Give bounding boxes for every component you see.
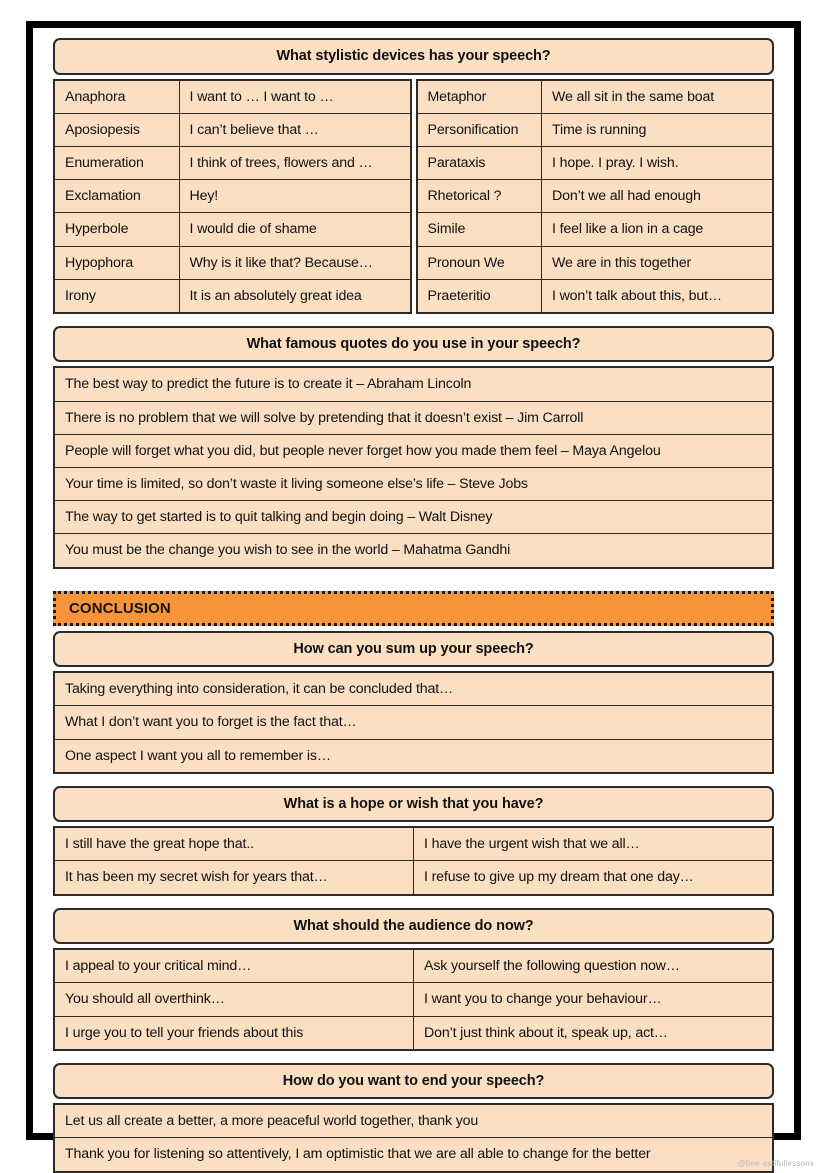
table-row[interactable] — [54, 80, 411, 114]
table-row[interactable] — [54, 1016, 773, 1050]
device-name: Simile — [417, 213, 542, 246]
stylistic-devices-right-table — [416, 79, 775, 314]
table-row[interactable] — [54, 468, 773, 501]
table-row[interactable] — [54, 672, 773, 706]
table-row[interactable] — [54, 949, 773, 983]
device-name: Exclamation — [54, 180, 179, 213]
table-row[interactable] — [54, 1138, 773, 1172]
table-row[interactable] — [54, 180, 411, 213]
table-row[interactable] — [54, 401, 773, 434]
audience-phrase-left: I urge you to tell your friends about this — [54, 1016, 414, 1050]
watermark-credit: @bee-autifullessons — [737, 1159, 814, 1168]
quote-text: People will forget what you did, but people never forget how you made them feel – Maya Angelou — [54, 434, 773, 467]
sum-up-phrase: One aspect I want you all to remember is… — [54, 739, 773, 773]
hope-wish-table — [53, 826, 774, 895]
table-row[interactable] — [54, 146, 411, 179]
ending-table — [53, 1103, 774, 1172]
device-name: Personification — [417, 113, 542, 146]
spacer — [53, 626, 774, 631]
table-row[interactable] — [417, 279, 774, 313]
table-row[interactable] — [54, 1104, 773, 1138]
audience-action-body — [54, 949, 773, 1050]
stylistic-devices-left-body — [54, 80, 411, 313]
table-row[interactable] — [417, 80, 774, 114]
ending-phrase: Let us all create a better, a more peaceful world together, thank you — [54, 1104, 773, 1138]
stylistic-devices-left-half — [53, 79, 412, 314]
quote-text: The best way to predict the future is to create it – Abraham Lincoln — [54, 367, 773, 401]
audience-phrase-right: Ask yourself the following question now… — [414, 949, 774, 983]
sum-up-phrase: Taking everything into consideration, it can be concluded that… — [54, 672, 773, 706]
device-example: We are in this together — [542, 246, 774, 279]
device-name: Praeteritio — [417, 279, 542, 313]
table-row[interactable] — [417, 180, 774, 213]
device-name: Irony — [54, 279, 179, 313]
famous-quotes-body — [54, 367, 773, 567]
printed-page-frame — [26, 21, 801, 1163]
device-example: I want to … I want to … — [179, 80, 411, 114]
quote-text: The way to get started is to quit talking and begin doing – Walt Disney — [54, 501, 773, 534]
quote-text: Your time is limited, so don’t waste it living someone else’s life – Steve Jobs — [54, 468, 773, 501]
ending-phrase: Thank you for listening so attentively, I am optimistic that we are all able to change for the better — [54, 1138, 773, 1172]
device-example: Why is it like that? Because… — [179, 246, 411, 279]
table-row[interactable] — [54, 279, 411, 313]
table-row[interactable] — [54, 827, 773, 861]
device-example: I won’t talk about this, but… — [542, 279, 774, 313]
device-example: I hope. I pray. I wish. — [542, 146, 774, 179]
sum-up-table — [53, 671, 774, 774]
device-example: Time is running — [542, 113, 774, 146]
quote-text: There is no problem that we will solve by pretending that it doesn’t exist – Jim Carroll — [54, 401, 773, 434]
table-row[interactable] — [54, 706, 773, 739]
device-name: Anaphora — [54, 80, 179, 114]
audience-phrase-left: I appeal to your critical mind… — [54, 949, 414, 983]
sum-up-heading: How can you sum up your speech? — [53, 631, 774, 668]
table-row[interactable] — [417, 213, 774, 246]
device-name: Rhetorical ? — [417, 180, 542, 213]
table-row[interactable] — [54, 501, 773, 534]
device-name: Pronoun We — [417, 246, 542, 279]
table-row[interactable] — [417, 246, 774, 279]
table-row[interactable] — [417, 146, 774, 179]
famous-quotes-table — [53, 366, 774, 568]
spacer — [53, 1051, 774, 1063]
famous-quotes-heading: What famous quotes do you use in your speech? — [53, 326, 774, 363]
stylistic-devices-heading: What stylistic devices has your speech? — [53, 38, 774, 75]
device-example: Hey! — [179, 180, 411, 213]
table-row[interactable] — [54, 246, 411, 279]
sum-up-body — [54, 672, 773, 773]
hope-wish-body — [54, 827, 773, 894]
ending-heading: How do you want to end your speech? — [53, 1063, 774, 1100]
device-name: Hyperbole — [54, 213, 179, 246]
device-example: We all sit in the same boat — [542, 80, 774, 114]
quote-text: You must be the change you wish to see in the world – Mahatma Gandhi — [54, 534, 773, 568]
audience-action-table — [53, 948, 774, 1051]
audience-phrase-left: You should all overthink… — [54, 983, 414, 1016]
spacer — [53, 569, 774, 591]
device-example: It is an absolutely great idea — [179, 279, 411, 313]
hope-wish-phrase-right: I have the urgent wish that we all… — [414, 827, 774, 861]
stylistic-devices-right-half — [416, 79, 775, 314]
device-name: Parataxis — [417, 146, 542, 179]
device-example: I feel like a lion in a cage — [542, 213, 774, 246]
device-example: I can’t believe that … — [179, 113, 411, 146]
device-name: Metaphor — [417, 80, 542, 114]
device-example: Don’t we all had enough — [542, 180, 774, 213]
device-name: Aposiopesis — [54, 113, 179, 146]
sum-up-phrase: What I don’t want you to forget is the fact that… — [54, 706, 773, 739]
device-name: Enumeration — [54, 146, 179, 179]
spacer — [53, 774, 774, 786]
stylistic-devices-tables — [53, 79, 774, 314]
hope-wish-heading: What is a hope or wish that you have? — [53, 786, 774, 823]
audience-phrase-right: I want you to change your behaviour… — [414, 983, 774, 1016]
table-row[interactable] — [417, 113, 774, 146]
worksheet-content — [53, 38, 774, 1163]
audience-phrase-right: Don’t just think about it, speak up, act… — [414, 1016, 774, 1050]
stylistic-devices-right-body — [417, 80, 774, 313]
hope-wish-phrase-right: I refuse to give up my dream that one day… — [414, 861, 774, 895]
table-row[interactable] — [54, 983, 773, 1016]
conclusion-section-banner: CONCLUSION — [53, 591, 774, 626]
device-name: Hypophora — [54, 246, 179, 279]
device-example: I would die of shame — [179, 213, 411, 246]
hope-wish-phrase-left: I still have the great hope that.. — [54, 827, 414, 861]
table-row[interactable] — [54, 861, 773, 895]
table-row[interactable] — [54, 434, 773, 467]
hope-wish-phrase-left: It has been my secret wish for years that… — [54, 861, 414, 895]
table-row[interactable] — [54, 367, 773, 401]
table-row[interactable] — [54, 739, 773, 773]
table-row[interactable] — [54, 213, 411, 246]
table-row[interactable] — [54, 534, 773, 568]
device-example: I think of trees, flowers and … — [179, 146, 411, 179]
audience-action-heading: What should the audience do now? — [53, 908, 774, 945]
stylistic-devices-left-table — [53, 79, 412, 314]
table-row[interactable] — [54, 113, 411, 146]
ending-body — [54, 1104, 773, 1171]
spacer — [53, 896, 774, 908]
